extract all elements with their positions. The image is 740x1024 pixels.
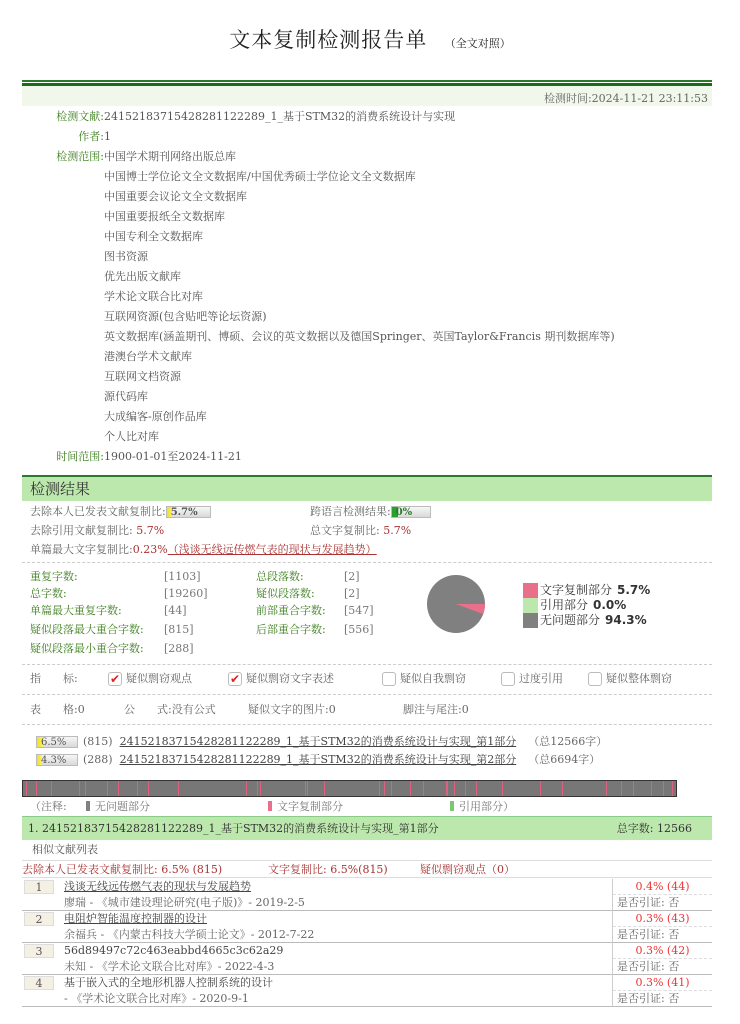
item-title: 56d89497c72c463eabbd4665c3c62a29 <box>64 944 284 957</box>
scope-item: 英文数据库(涵盖期刊、博硕、会议的英文数据以及德国Springer、英国Taylor&Francis 期刊数据库等) <box>104 330 615 343</box>
copy-fragment-marker[interactable] <box>540 781 541 796</box>
copy-fragment-marker[interactable] <box>454 781 455 796</box>
table-info-row <box>30 701 710 719</box>
cross-lang-row <box>310 503 431 521</box>
cross-lang-bar: 0% <box>391 506 431 518</box>
item-cite-status: 是否引证: 否 <box>617 896 680 909</box>
scope-item: 中国专利全文数据库 <box>104 230 203 243</box>
copy-square-icon <box>268 801 272 811</box>
stat-total-chars-value: [19260] <box>164 587 208 600</box>
copy-fragment-marker[interactable] <box>502 781 503 796</box>
copy-fragment-marker[interactable] <box>118 781 119 796</box>
copy-fragment-marker[interactable] <box>107 781 108 796</box>
copy-fragment-marker[interactable] <box>651 781 652 796</box>
ok-square-icon <box>86 801 90 811</box>
item-cite-status: 是否引证: 否 <box>617 928 680 941</box>
copy-fragment-marker[interactable] <box>410 781 411 796</box>
author-row <box>22 127 712 147</box>
indicator-over-cite[interactable] <box>501 670 563 688</box>
stat-back-overlap-value: [556] <box>344 623 374 636</box>
excl-self-row <box>30 503 211 521</box>
section-header <box>22 816 712 840</box>
indicators-label: 指 标: <box>30 672 78 685</box>
indicator-whole-plag[interactable] <box>588 670 672 688</box>
copy-fragment-marker[interactable] <box>663 781 664 796</box>
stat-max-para-overlap-value: [815] <box>164 623 194 636</box>
copy-fragment-marker[interactable] <box>257 781 258 796</box>
checkbox-empty-icon[interactable] <box>501 672 515 686</box>
legend-ok-label: 无问题部分 <box>540 613 601 627</box>
copy-fragment-marker[interactable] <box>621 781 622 796</box>
item-title-link[interactable]: 电阻炉智能温度控制器的设计 <box>64 912 207 925</box>
excl-cite-label: 去除引用文献复制比: <box>30 524 133 537</box>
copy-fragment-marker[interactable] <box>178 781 179 796</box>
item-number: 3 <box>24 944 54 958</box>
stat-front-overlap-value: [547] <box>344 604 374 617</box>
copy-fragment-marker[interactable] <box>51 781 52 796</box>
tables-count: 表 格:0 <box>30 703 85 716</box>
results-heading: 检测结果 <box>30 480 91 498</box>
copy-fragment-marker[interactable] <box>305 781 306 796</box>
legend-copy-value: 5.7% <box>617 583 651 597</box>
check-time-bar <box>22 86 712 106</box>
scope-item: 互联网文档资源 <box>104 370 181 383</box>
page-subtitle: （全文对照） <box>444 37 511 50</box>
note-ok-label: 无问题部分 <box>95 800 150 813</box>
copy-fragment-marker[interactable] <box>606 781 607 796</box>
total-copy-label: 总文字复制比: <box>310 524 380 537</box>
divider <box>22 562 712 563</box>
legend-note <box>30 799 710 815</box>
time-range-label: 时间范围: <box>56 450 104 463</box>
item-metrics <box>612 911 712 943</box>
doc-label: 检测文献: <box>56 110 104 123</box>
excl-cite-row <box>30 522 164 540</box>
divider <box>22 664 712 665</box>
copy-fragment-marker[interactable] <box>465 781 466 796</box>
item-metrics <box>612 879 712 911</box>
author-label: 作者: <box>78 130 104 143</box>
note-prefix: （注释: <box>30 800 67 813</box>
time-range-row <box>22 447 712 467</box>
similar-docs-list <box>22 879 712 1007</box>
parts-list <box>36 733 607 769</box>
item-cite-status: 是否引证: 否 <box>617 960 680 973</box>
stat-back-overlap: 后部重合字数: <box>256 623 326 636</box>
section-summary <box>22 860 712 878</box>
item-percent: 0.3% (42) <box>613 943 712 959</box>
formula-info: 公 式:没有公式 <box>124 703 216 716</box>
part-link[interactable]: 24152183715428281122289_1_基于STM32的消费系统设计与实现_第1部分 <box>119 735 517 748</box>
stat-sus-paras: 疑似段落数: <box>256 587 315 600</box>
scope-label: 检测范围: <box>56 150 104 163</box>
item-source: 廖瑞 - 《城市建设理论研究(电子版)》- 2019-2-5 <box>64 896 305 909</box>
excl-cite-value: 5.7% <box>136 524 165 537</box>
part-count: (288) <box>83 753 113 766</box>
stat-total-chars: 总字数: <box>30 587 67 600</box>
divider <box>22 724 712 725</box>
max-single-label: 单篇最大文字复制比: <box>30 543 133 556</box>
item-source: 未知 - 《学术论文联合比对库》- 2022-4-3 <box>64 960 275 973</box>
scope-item: 港澳台学术文献库 <box>104 350 192 363</box>
section-total-chars: 总字数: 12566 <box>616 822 692 835</box>
legend-ok-value: 94.3% <box>605 613 647 627</box>
copy-fragment-marker[interactable] <box>633 781 634 796</box>
page-title: 文本复制检测报告单 <box>229 28 428 52</box>
copy-fragment-marker[interactable] <box>391 781 392 796</box>
item-percent: 0.3% (41) <box>613 975 712 991</box>
legend-copy <box>523 583 650 598</box>
part-total: （总12566字） <box>528 735 608 748</box>
indicator-label: 疑似自我剽窃 <box>400 672 466 685</box>
scope-item: 学术论文联合比对库 <box>104 290 203 303</box>
copy-fragment-marker[interactable] <box>307 781 308 796</box>
checkbox-empty-icon[interactable] <box>588 672 602 686</box>
scope-item: 优先出版文献库 <box>104 270 181 283</box>
pie-legend <box>523 583 650 628</box>
copy-fragment-marker[interactable] <box>26 781 27 796</box>
item-source: - 《学术论文联合比对库》- 2020-9-1 <box>64 992 249 1005</box>
checkbox-checked-icon[interactable]: ✔ <box>229 672 241 686</box>
excl-self-bar: 5.7% <box>166 506 211 518</box>
part-link[interactable]: 24152183715428281122289_1_基于STM32的消费系统设计与实现_第2部分 <box>119 753 517 766</box>
item-source: 余福兵 - 《内蒙古科技大学硕士论文》- 2012-7-22 <box>64 928 315 941</box>
composition-pie-chart <box>426 574 486 634</box>
checkbox-checked-icon[interactable]: ✔ <box>109 672 121 686</box>
report-title-area <box>0 24 740 54</box>
indicator-label: 疑似剽窃观点 <box>126 672 192 685</box>
scope-item: 大成编客-原创作品库 <box>104 410 207 423</box>
stat-front-overlap: 前部重合字数: <box>256 604 326 617</box>
legend-cite-value: 0.0% <box>593 598 627 612</box>
scope-item: 中国重要报纸全文数据库 <box>104 210 225 223</box>
copy-fragment-marker[interactable] <box>476 781 477 796</box>
note-cite <box>450 799 514 815</box>
item-number: 1 <box>24 880 54 894</box>
author-value: 1 <box>104 130 111 143</box>
part-row[interactable] <box>36 751 607 769</box>
checkbox-empty-icon[interactable] <box>382 672 396 686</box>
copy-fragment-marker[interactable] <box>85 781 86 796</box>
doc-value: 24152183715428281122289_1_基于STM32的消费系统设计与实现 <box>104 110 456 123</box>
results-header <box>22 475 712 501</box>
document-info <box>22 107 712 467</box>
part-pct-bar: 4.3% <box>36 754 78 766</box>
scope-row <box>22 147 712 167</box>
indicator-label: 疑似剽窃文字表述 <box>246 672 334 685</box>
total-copy-value: 5.7% <box>383 524 412 537</box>
legend-cite <box>523 598 650 613</box>
stat-max-single-dup: 单篇最大重复字数: <box>30 604 122 617</box>
item-cite-status: 是否引证: 否 <box>617 992 680 1005</box>
max-single-row <box>30 541 377 559</box>
stat-max-para-overlap: 疑似段落最大重合字数: <box>30 623 144 636</box>
note-copy-label: 文字复制部分 <box>277 800 343 813</box>
indicator-label: 过度引用 <box>519 672 563 685</box>
legend-copy-label: 文字复制部分 <box>540 583 613 597</box>
check-time: 检测时间:2024-11-21 23:11:53 <box>543 92 708 105</box>
max-single-value: 0.23% <box>132 543 168 556</box>
item-percent: 0.4% (44) <box>613 879 712 895</box>
scope-item: 源代码库 <box>104 390 148 403</box>
excl-self-label: 去除本人已发表文献复制比: <box>30 505 166 518</box>
max-single-source-link[interactable]: （浅谈无线远传燃气表的现状与发展趋势） <box>167 543 377 556</box>
stat-sus-paras-value: [2] <box>344 587 360 600</box>
copy-fragment-marker[interactable] <box>672 781 673 796</box>
stat-min-para-overlap: 疑似段落最小重合字数: <box>30 642 144 655</box>
scope-item: 互联网资源(包含贴吧等论坛资源) <box>104 310 267 323</box>
summary-plag: 疑似剽窃观点（0） <box>420 863 515 876</box>
copy-fragment-marker[interactable] <box>36 781 37 796</box>
part-total: （总6694字） <box>528 753 601 766</box>
item-metrics <box>612 943 712 975</box>
stat-total-paras-value: [2] <box>344 570 360 583</box>
cite-square-icon <box>450 801 454 811</box>
legend-swatch-copy <box>523 583 538 598</box>
copy-fragment-marker[interactable] <box>324 781 325 796</box>
stat-max-single-dup-value: [44] <box>164 604 187 617</box>
copy-fragment-marker[interactable] <box>246 781 247 796</box>
copy-fragment-marker[interactable] <box>137 781 138 796</box>
copy-fragment-marker[interactable] <box>423 781 424 796</box>
stat-min-para-overlap-value: [288] <box>164 642 194 655</box>
item-title-link[interactable]: 浅谈无线远传燃气表的现状与发展趋势 <box>64 880 251 893</box>
indicator-self-plag[interactable] <box>382 670 466 688</box>
images-count: 疑似文字的图片:0 <box>248 703 336 716</box>
item-number: 2 <box>24 912 54 926</box>
copy-fragment-marker[interactable] <box>148 781 149 796</box>
section-title: 1. 24152183715428281122289_1_基于STM32的消费系统设计与实现_第1部分 <box>28 822 439 835</box>
legend-cite-label: 引用部分 <box>540 598 589 612</box>
similar-list-title: 相似文献列表 <box>32 843 98 856</box>
scope-item: 中国博士学位论文全文数据库/中国优秀硕士学位论文全文数据库 <box>104 170 416 183</box>
total-copy-row <box>310 522 411 540</box>
copy-fragment-marker[interactable] <box>79 781 80 796</box>
divider <box>22 694 712 695</box>
note-ok <box>86 799 150 815</box>
summary-excl-self: 去除本人已发表文献复制比: 6.5% (815) <box>22 863 223 876</box>
list-item <box>22 975 712 1007</box>
legend-swatch-ok <box>523 613 538 628</box>
time-range-value: 1900-01-01至2024-11-21 <box>104 450 242 463</box>
copy-fragment-marker[interactable] <box>384 781 385 796</box>
part-count: (815) <box>83 735 113 748</box>
scope-item: 中国重要会议论文全文数据库 <box>104 190 247 203</box>
copy-fragment-marker[interactable] <box>447 781 448 796</box>
doc-row <box>22 107 712 127</box>
copy-fragment-marker[interactable] <box>562 781 563 796</box>
cross-lang-label: 跨语言检测结果: <box>310 505 391 518</box>
scope-item: 图书资源 <box>104 250 148 263</box>
indicator-label: 疑似整体剽窃 <box>606 672 672 685</box>
indicators-row <box>30 670 710 688</box>
list-item <box>22 943 712 975</box>
fragment-distribution-bar[interactable] <box>22 780 677 797</box>
copy-fragment-marker[interactable] <box>260 781 261 796</box>
copy-fragment-marker[interactable] <box>379 781 380 796</box>
summary-copy: 文字复制比: 6.5%(815) <box>268 863 388 876</box>
item-percent: 0.3% (43) <box>613 911 712 927</box>
item-number: 4 <box>24 976 54 990</box>
legend-swatch-cite <box>523 598 538 613</box>
note-copy <box>268 799 343 815</box>
footnotes-count: 脚注与尾注:0 <box>403 703 469 716</box>
scope-item: 中国学术期刊网络出版总库 <box>104 150 236 163</box>
list-item <box>22 879 712 911</box>
stat-dup-chars-value: [1103] <box>164 570 201 583</box>
list-item <box>22 911 712 943</box>
part-row[interactable] <box>36 733 607 751</box>
indicator-plag-idea[interactable] <box>108 670 192 688</box>
item-metrics <box>612 975 712 1007</box>
part-pct-bar: 6.5% <box>36 736 78 748</box>
indicator-plag-text[interactable] <box>228 670 334 688</box>
scope-item: 个人比对库 <box>104 430 159 443</box>
stat-dup-chars: 重复字数: <box>30 570 78 583</box>
item-title: 基于嵌入式的全地形机器人控制系统的设计 <box>64 976 273 989</box>
note-cite-label: 引用部分） <box>459 800 514 813</box>
legend-ok <box>523 613 650 628</box>
stat-total-paras: 总段落数: <box>256 570 304 583</box>
